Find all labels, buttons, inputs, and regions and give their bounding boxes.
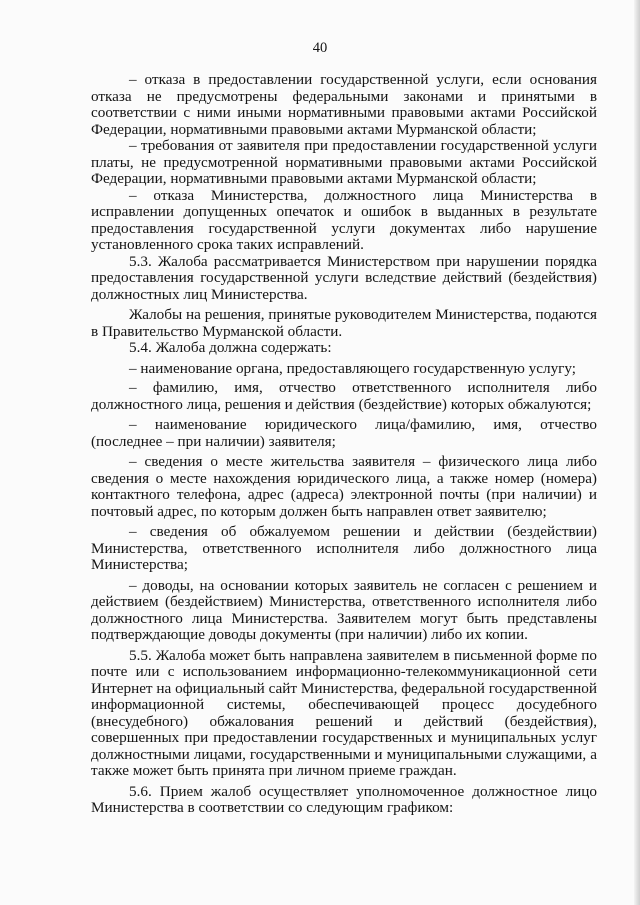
page-number: 40 bbox=[312, 40, 328, 56]
paragraph-5-6: 5.6. Прием жалоб осуществляет уполномоченное должностное лицо Министерства в соответствии со следующим графиком: bbox=[91, 782, 597, 816]
paragraph-refusal-grounds: – отказа в предоставлении государственной услуги, если основания отказа не предусмотрены федеральными законами и принятыми в соответствии с ними иными нормативными правовыми актами Российской Федерации, нормативными правовыми актами Мурманской области; bbox=[91, 71, 597, 138]
document-body bbox=[91, 72, 597, 817]
list-item-applicant-address: – сведения о месте жительства заявителя – физического лица либо сведения о месте нахождения юридического лица, а также номер (номера) контактного телефона, адрес (адреса) электронной почты (при наличии) и почтовый адрес, по которым должен быть направлен ответ заявителю; bbox=[91, 453, 597, 520]
list-item-applicant-name: – наименование юридического лица/фамилию, имя, отчество (последнее – при наличии) заявителя; bbox=[91, 416, 597, 450]
paragraph-5-3: 5.3. Жалоба рассматривается Министерством при нарушении порядка предоставления государственной услуги вследствие действий (бездействия) должностных лиц Министерства. bbox=[91, 252, 597, 303]
paragraph-complaints-government: Жалобы на решения, принятые руководителем Министерства, подаются в Правительство Мурманской области. bbox=[91, 306, 597, 340]
list-item-arguments: – доводы, на основании которых заявитель не согласен с решением и действием (бездействием) Министерства, ответственного исполнителя либо должностного лица Министерства. Заявителем могут быть представлены подтверждающие доводы документы (при наличии) либо их копии. bbox=[91, 576, 597, 643]
paragraph-5-5: 5.5. Жалоба может быть направлена заявителем в письменной форме по почте или с использованием информационно-телекоммуникационной сети Интернет на официальный сайт Министерства, федеральной государственной информационной системы, обеспечивающей процесс досудебного (внесудебного) обжалования решений и действий (бездействия), совершенных при предоставлении государственных и муниципальных услуг должностными лицами, государственными и муниципальными служащими, а также может быть принята при личном приеме граждан. bbox=[91, 646, 597, 779]
paragraph-correction-refusal: – отказа Министерства, должностного лица Министерства в исправлении допущенных опечаток и ошибок в выданных в результате предоставления государственной услуги документах либо нарушение установленного срока таких исправлений. bbox=[91, 186, 597, 253]
list-item-official-name: – фамилию, имя, отчество ответственного исполнителя либо должностного лица, решения и действия (бездействие) которых обжалуются; bbox=[91, 379, 597, 413]
list-item-appealed-decision: – сведения об обжалуемом решении и действии (бездействии) Министерства, ответственного исполнителя либо должностного лица Министерства; bbox=[91, 523, 597, 573]
list-item-authority-name: – наименование органа, предоставляющего государственную услугу; bbox=[129, 359, 577, 377]
paragraph-fee-requirement: – требования от заявителя при предоставлении государственной услуги платы, не предусмотренной нормативными правовыми актами Российской Федерации, нормативными правовыми актами Мурманской области; bbox=[91, 137, 597, 187]
paragraph-5-4: 5.4. Жалоба должна содержать: bbox=[129, 339, 332, 356]
scan-edge bbox=[634, 0, 640, 905]
